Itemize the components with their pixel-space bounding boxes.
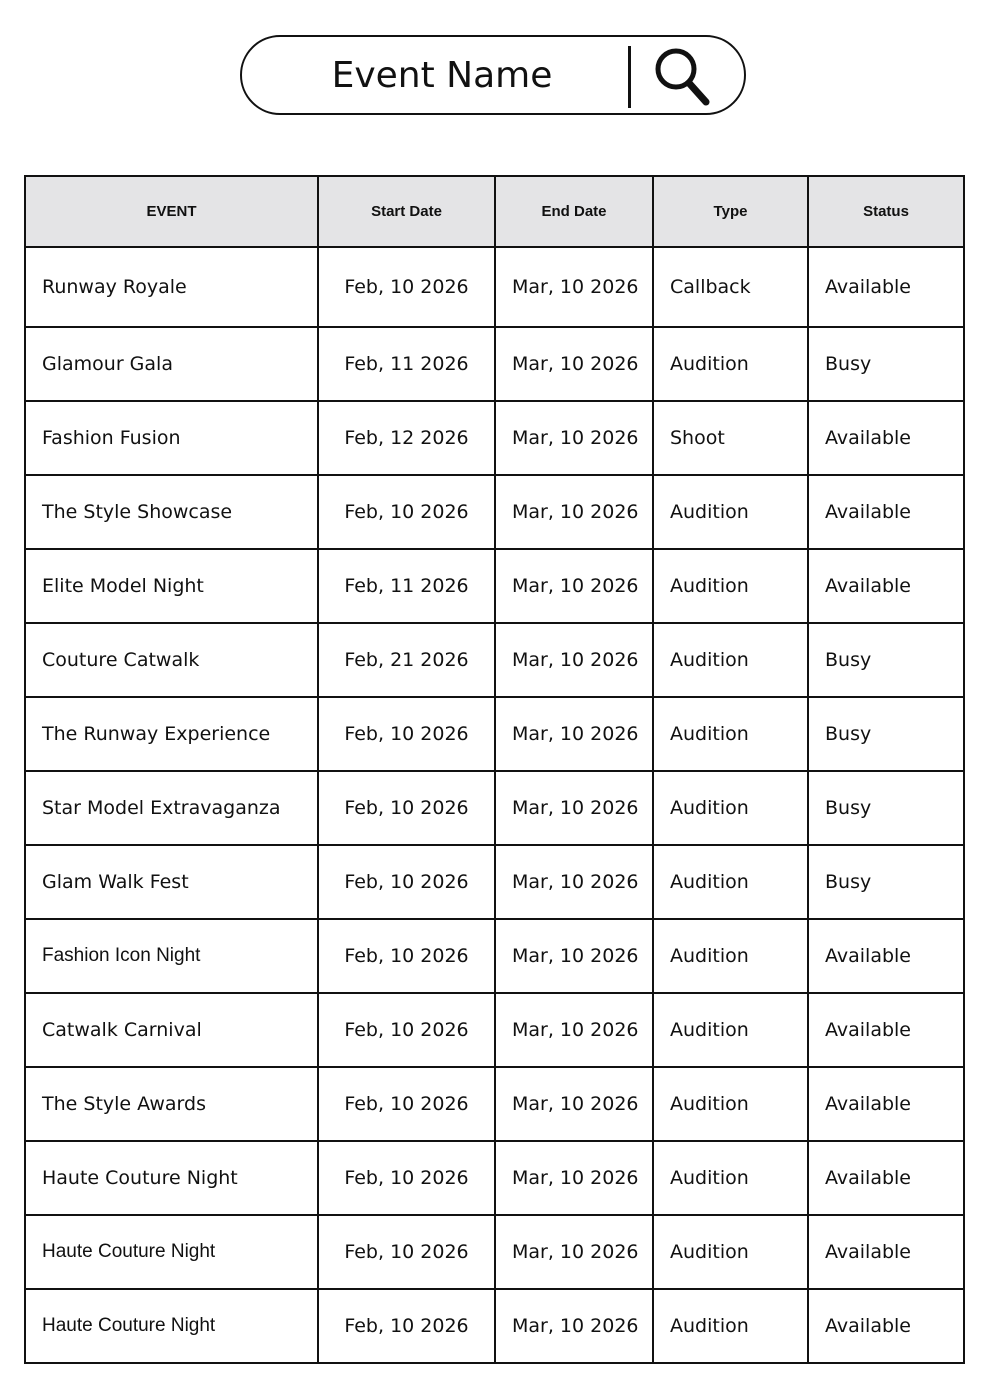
cell-end-date: Mar, 10 2026 bbox=[495, 327, 653, 401]
cell-end-date: Mar, 10 2026 bbox=[495, 993, 653, 1067]
column-header-start-date[interactable]: Start Date bbox=[318, 176, 495, 247]
cell-event: Catwalk Carnival bbox=[25, 993, 318, 1067]
column-header-event[interactable]: EVENT bbox=[25, 176, 318, 247]
search-input[interactable] bbox=[272, 47, 612, 103]
cell-event: The Style Awards bbox=[25, 1067, 318, 1141]
cell-event: Couture Catwalk bbox=[25, 623, 318, 697]
cell-end-date: Mar, 10 2026 bbox=[495, 1067, 653, 1141]
search-icon bbox=[652, 45, 712, 107]
cell-end-date: Mar, 10 2026 bbox=[495, 1289, 653, 1363]
column-header-end-date[interactable]: End Date bbox=[495, 176, 653, 247]
cell-end-date: Mar, 10 2026 bbox=[495, 771, 653, 845]
table-row[interactable] bbox=[25, 475, 964, 549]
cell-status: Available bbox=[808, 993, 964, 1067]
cell-end-date: Mar, 10 2026 bbox=[495, 1215, 653, 1289]
cell-start-date: Feb, 10 2026 bbox=[318, 771, 495, 845]
cell-end-date: Mar, 10 2026 bbox=[495, 401, 653, 475]
cell-type: Audition bbox=[653, 1067, 808, 1141]
cell-event: Haute Couture Night bbox=[25, 1141, 318, 1215]
cell-event: Haute Couture Night bbox=[25, 1289, 318, 1363]
table-row[interactable] bbox=[25, 919, 964, 993]
cell-event: Fashion Icon Night bbox=[25, 919, 318, 993]
cell-event: Glamour Gala bbox=[25, 327, 318, 401]
cell-status: Available bbox=[808, 919, 964, 993]
cell-start-date: Feb, 10 2026 bbox=[318, 247, 495, 327]
cell-type: Audition bbox=[653, 549, 808, 623]
cell-type: Audition bbox=[653, 1141, 808, 1215]
table-row[interactable] bbox=[25, 993, 964, 1067]
cell-type: Audition bbox=[653, 1215, 808, 1289]
table-row[interactable] bbox=[25, 1215, 964, 1289]
cell-event: Runway Royale bbox=[25, 247, 318, 327]
table-row[interactable] bbox=[25, 549, 964, 623]
search-bar bbox=[240, 35, 746, 115]
column-header-status[interactable]: Status bbox=[808, 176, 964, 247]
cell-end-date: Mar, 10 2026 bbox=[495, 845, 653, 919]
cell-event: Fashion Fusion bbox=[25, 401, 318, 475]
cell-start-date: Feb, 10 2026 bbox=[318, 475, 495, 549]
cell-type: Audition bbox=[653, 327, 808, 401]
cell-type: Audition bbox=[653, 993, 808, 1067]
table-row[interactable] bbox=[25, 1289, 964, 1363]
cell-type: Audition bbox=[653, 623, 808, 697]
cell-status: Busy bbox=[808, 771, 964, 845]
cell-start-date: Feb, 10 2026 bbox=[318, 919, 495, 993]
cell-event: The Runway Experience bbox=[25, 697, 318, 771]
table-row[interactable] bbox=[25, 623, 964, 697]
cell-status: Available bbox=[808, 1215, 964, 1289]
search-button[interactable] bbox=[652, 45, 712, 107]
cell-end-date: Mar, 10 2026 bbox=[495, 475, 653, 549]
cell-start-date: Feb, 10 2026 bbox=[318, 993, 495, 1067]
cell-event: The Style Showcase bbox=[25, 475, 318, 549]
table-row[interactable] bbox=[25, 771, 964, 845]
cell-status: Available bbox=[808, 1141, 964, 1215]
cell-start-date: Feb, 21 2026 bbox=[318, 623, 495, 697]
cell-start-date: Feb, 10 2026 bbox=[318, 845, 495, 919]
table-header-row bbox=[25, 176, 964, 247]
table-row[interactable] bbox=[25, 845, 964, 919]
cell-start-date: Feb, 11 2026 bbox=[318, 549, 495, 623]
cell-status: Available bbox=[808, 475, 964, 549]
cell-end-date: Mar, 10 2026 bbox=[495, 697, 653, 771]
cell-type: Audition bbox=[653, 771, 808, 845]
cell-start-date: Feb, 10 2026 bbox=[318, 1141, 495, 1215]
cell-end-date: Mar, 10 2026 bbox=[495, 1141, 653, 1215]
table-row[interactable] bbox=[25, 1141, 964, 1215]
cell-type: Audition bbox=[653, 845, 808, 919]
cell-start-date: Feb, 10 2026 bbox=[318, 1067, 495, 1141]
table-row[interactable] bbox=[25, 1067, 964, 1141]
cell-status: Available bbox=[808, 401, 964, 475]
table-row[interactable] bbox=[25, 247, 964, 327]
cell-type: Audition bbox=[653, 475, 808, 549]
cell-start-date: Feb, 12 2026 bbox=[318, 401, 495, 475]
cell-start-date: Feb, 11 2026 bbox=[318, 327, 495, 401]
cell-start-date: Feb, 10 2026 bbox=[318, 1215, 495, 1289]
cell-status: Busy bbox=[808, 623, 964, 697]
cell-end-date: Mar, 10 2026 bbox=[495, 919, 653, 993]
cell-event: Elite Model Night bbox=[25, 549, 318, 623]
column-header-type[interactable]: Type bbox=[653, 176, 808, 247]
cell-start-date: Feb, 10 2026 bbox=[318, 1289, 495, 1363]
events-table bbox=[24, 175, 965, 1364]
cell-event: Glam Walk Fest bbox=[25, 845, 318, 919]
cell-type: Audition bbox=[653, 919, 808, 993]
cell-end-date: Mar, 10 2026 bbox=[495, 623, 653, 697]
cell-status: Available bbox=[808, 1067, 964, 1141]
cell-start-date: Feb, 10 2026 bbox=[318, 697, 495, 771]
cell-type: Audition bbox=[653, 1289, 808, 1363]
table-row[interactable] bbox=[25, 401, 964, 475]
cell-event: Haute Couture Night bbox=[25, 1215, 318, 1289]
cell-status: Available bbox=[808, 1289, 964, 1363]
cell-end-date: Mar, 10 2026 bbox=[495, 247, 653, 327]
cell-status: Available bbox=[808, 549, 964, 623]
cell-type: Callback bbox=[653, 247, 808, 327]
table-row[interactable] bbox=[25, 327, 964, 401]
cell-event: Star Model Extravaganza bbox=[25, 771, 318, 845]
cell-end-date: Mar, 10 2026 bbox=[495, 549, 653, 623]
table-row[interactable] bbox=[25, 697, 964, 771]
cell-status: Busy bbox=[808, 845, 964, 919]
search-divider bbox=[628, 46, 631, 108]
cell-status: Available bbox=[808, 247, 964, 327]
cell-type: Audition bbox=[653, 697, 808, 771]
cell-status: Busy bbox=[808, 697, 964, 771]
cell-type: Shoot bbox=[653, 401, 808, 475]
cell-status: Busy bbox=[808, 327, 964, 401]
